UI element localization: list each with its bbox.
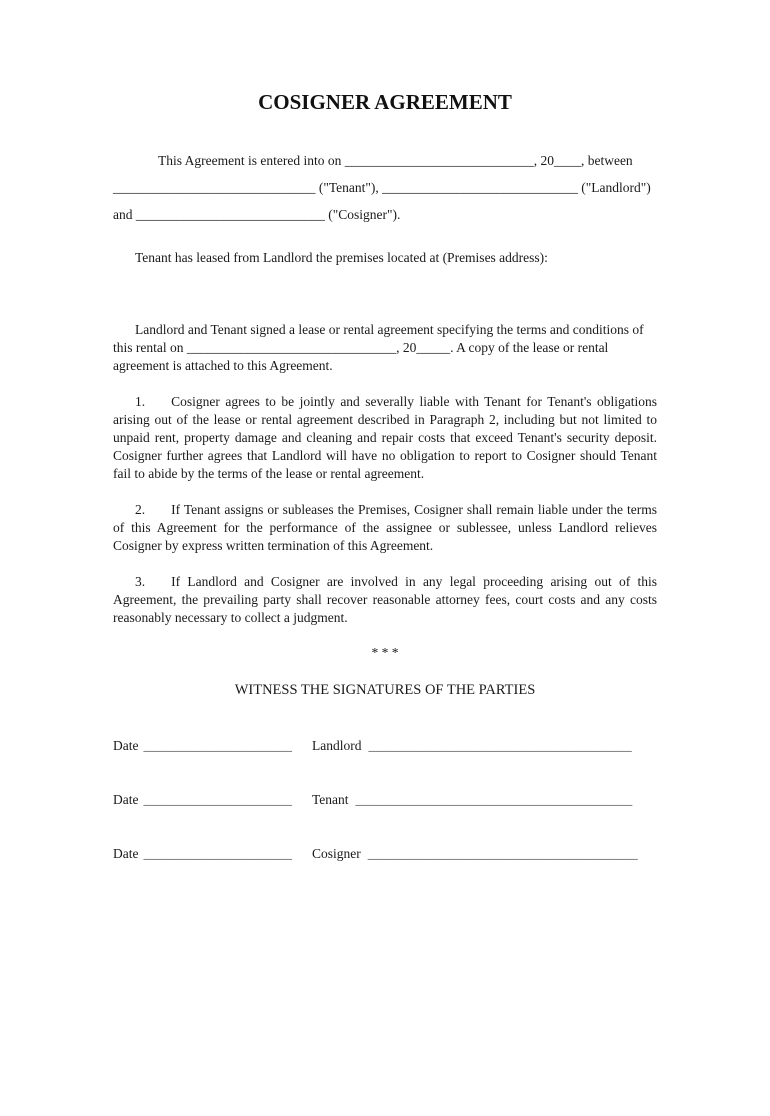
clause-2-number: 2. [135,502,146,517]
intro-paragraph: This Agreement is entered into on ____________________________, 20____, between ______________________________ ("Tenant"), _____________________________ ("Landlord") and ____________________________ ("Cosigner"). [113,153,651,222]
tenant-signature-line: _________________________________________ [355,792,633,807]
tenant-label: Tenant [312,792,349,807]
landlord-signature-line: _______________________________________ [368,738,632,753]
lease-agreement-paragraph: Landlord and Tenant signed a lease or rental agreement specifying the terms and conditions of this rental on _______________________________, 20_____. A copy of the lease or rental agreement is attached to this Agreement. [113,322,644,373]
date-signature-line: ______________________ [143,792,292,807]
landlord-date-cell [113,737,312,755]
cosigner-date-cell [113,845,312,863]
cosigner-label: Cosigner [312,846,361,861]
premises-paragraph: Tenant has leased from Landlord the premises located at (Premises address): [135,250,548,265]
tenant-party-cell [312,791,632,809]
cosigner-signature-line: ________________________________________ [367,846,638,861]
date-label: Date [113,738,139,753]
date-signature-line: ______________________ [143,846,292,861]
clause-1 [113,393,657,483]
signature-row-cosigner [113,845,657,863]
landlord-label: Landlord [312,738,362,753]
signature-row-landlord [113,737,657,755]
clause-2 [113,501,657,555]
date-label: Date [113,846,139,861]
clause-2-text: If Tenant assigns or subleases the Premises, Cosigner shall remain liable under the terms of this Agreement for the performance of the assignee or sublessee, unless Landlord relieves Cosigner by express written termination of this Agreement. [113,502,657,553]
landlord-party-cell [312,737,632,755]
clause-1-text: Cosigner agrees to be jointly and severally liable with Tenant for Tenant's obligations arising out of the lease or rental agreement described in Paragraph 2, including but not limited to unpaid rent, property damage and cleaning and repair costs that exceed Tenant's security deposit. Cosigner further agrees that Landlord will have no obligation to report to Cosigner should Tenant fail to abide by the terms of the lease or rental agreement. [113,394,657,481]
signature-block [113,737,657,863]
tenant-date-cell [113,791,312,809]
signature-row-tenant [113,791,657,809]
date-signature-line: ______________________ [143,738,292,753]
cosigner-party-cell [312,845,638,863]
stars-separator: * * * [371,645,399,660]
date-label: Date [113,792,139,807]
witness-heading: WITNESS THE SIGNATURES OF THE PARTIES [234,682,536,698]
document-page [0,92,770,1116]
clause-3 [113,573,657,627]
clause-3-text: If Landlord and Cosigner are involved in any legal proceeding arising out of this Agreement, the prevailing party shall recover reasonable attorney fees, court costs and any costs reasonably necessary to collect a judgment. [113,574,657,625]
clause-3-number: 3. [135,574,146,589]
clause-1-number: 1. [135,394,146,409]
page-title: COSIGNER AGREEMENT [258,90,512,114]
